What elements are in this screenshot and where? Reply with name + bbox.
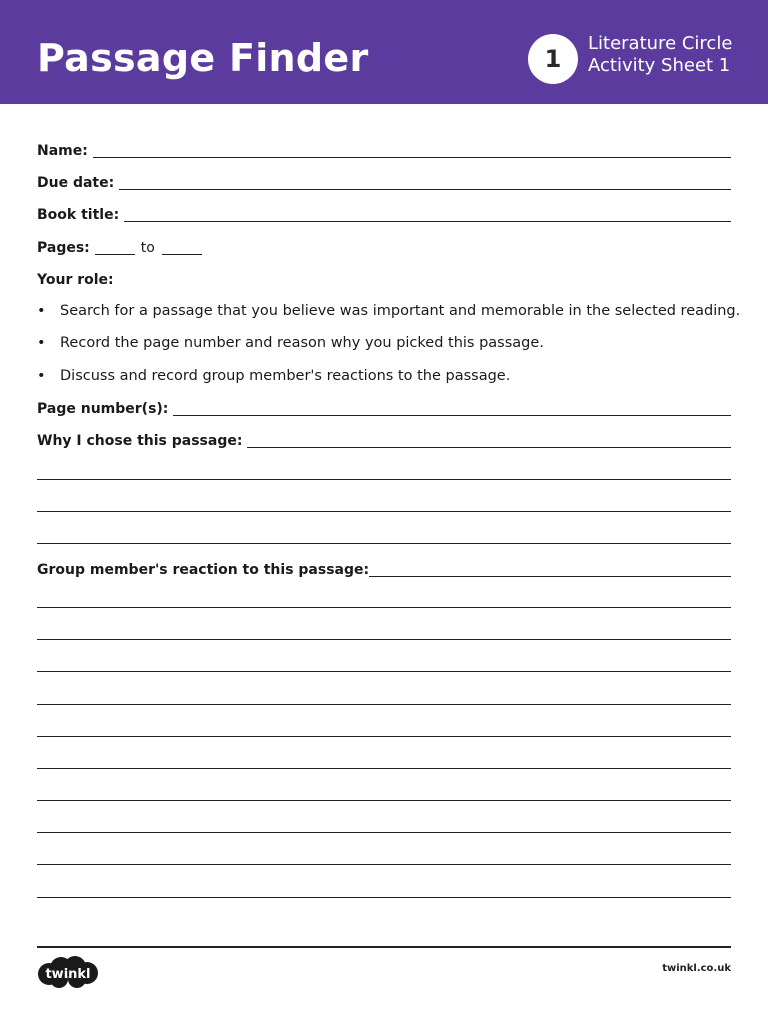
page-numbers-label: Page number(s): — [37, 401, 169, 417]
book-title-label: Book title: — [37, 207, 120, 223]
name-field-row — [37, 139, 731, 161]
reaction-answer-line[interactable] — [37, 864, 731, 865]
role-heading-row — [37, 268, 731, 290]
header-subtitle — [588, 33, 732, 77]
why-answer-line[interactable] — [37, 511, 731, 512]
reaction-answer-line[interactable] — [37, 639, 731, 640]
due-date-field-row — [37, 171, 731, 193]
pages-label: Pages: — [37, 240, 90, 256]
role-bullet — [37, 334, 737, 352]
due-date-write-line[interactable] — [119, 188, 731, 190]
why-answer-line[interactable] — [37, 543, 731, 544]
role-label: Your role: — [37, 272, 114, 288]
reaction-answer-line[interactable] — [37, 704, 731, 705]
book-title-write-line[interactable] — [124, 220, 731, 222]
reaction-answer-line[interactable] — [37, 607, 731, 608]
subtitle-line-1: Literature Circle — [588, 33, 733, 54]
site-url: twinkl.co.uk — [662, 963, 731, 974]
due-date-label: Due date: — [37, 175, 115, 191]
reaction-answer-line[interactable] — [37, 832, 731, 833]
group-reaction-write-line[interactable] — [369, 575, 731, 577]
role-bullet — [37, 367, 737, 385]
reaction-answer-line[interactable] — [37, 768, 731, 769]
pages-field-row — [37, 236, 731, 258]
role-bullet-text: Record the page number and reason why you picked this passage. — [60, 335, 544, 351]
page-numbers-field-row — [37, 397, 731, 419]
page-title: Passage Finder — [37, 36, 369, 80]
group-reaction-label: Group member's reaction to this passage: — [37, 562, 370, 578]
reaction-answer-line[interactable] — [37, 671, 731, 672]
pages-to-line[interactable] — [162, 253, 202, 255]
bullet-dot: • — [37, 335, 46, 351]
header-banner — [0, 0, 768, 104]
reaction-answer-line[interactable] — [37, 800, 731, 801]
subtitle-line-2: Activity Sheet 1 — [588, 55, 731, 76]
logo-text: twinkl — [45, 967, 91, 982]
reaction-answer-line[interactable] — [37, 897, 731, 898]
bullet-dot: • — [37, 368, 46, 384]
name-label: Name: — [37, 143, 88, 159]
bullet-dot: • — [37, 303, 46, 319]
why-answer-line[interactable] — [37, 479, 731, 480]
why-label: Why I chose this passage: — [37, 433, 243, 449]
name-write-line[interactable] — [93, 156, 731, 158]
pages-from-line[interactable] — [95, 253, 135, 255]
book-title-field-row — [37, 203, 731, 225]
pages-to-text: to — [140, 240, 155, 256]
sheet-number-badge: 1 — [528, 34, 578, 84]
role-bullet-text: Search for a passage that you believe was important and memorable in the selected reading. — [60, 303, 741, 319]
reaction-answer-line[interactable] — [37, 736, 731, 737]
page-numbers-write-line[interactable] — [173, 414, 731, 416]
role-bullet — [37, 302, 741, 320]
why-write-line[interactable] — [247, 446, 731, 448]
twinkl-logo — [37, 955, 99, 989]
role-bullet-text: Discuss and record group member's reactions to the passage. — [60, 368, 511, 384]
footer-divider — [37, 946, 731, 948]
group-reaction-field-row — [37, 558, 731, 580]
why-field-row — [37, 429, 731, 451]
